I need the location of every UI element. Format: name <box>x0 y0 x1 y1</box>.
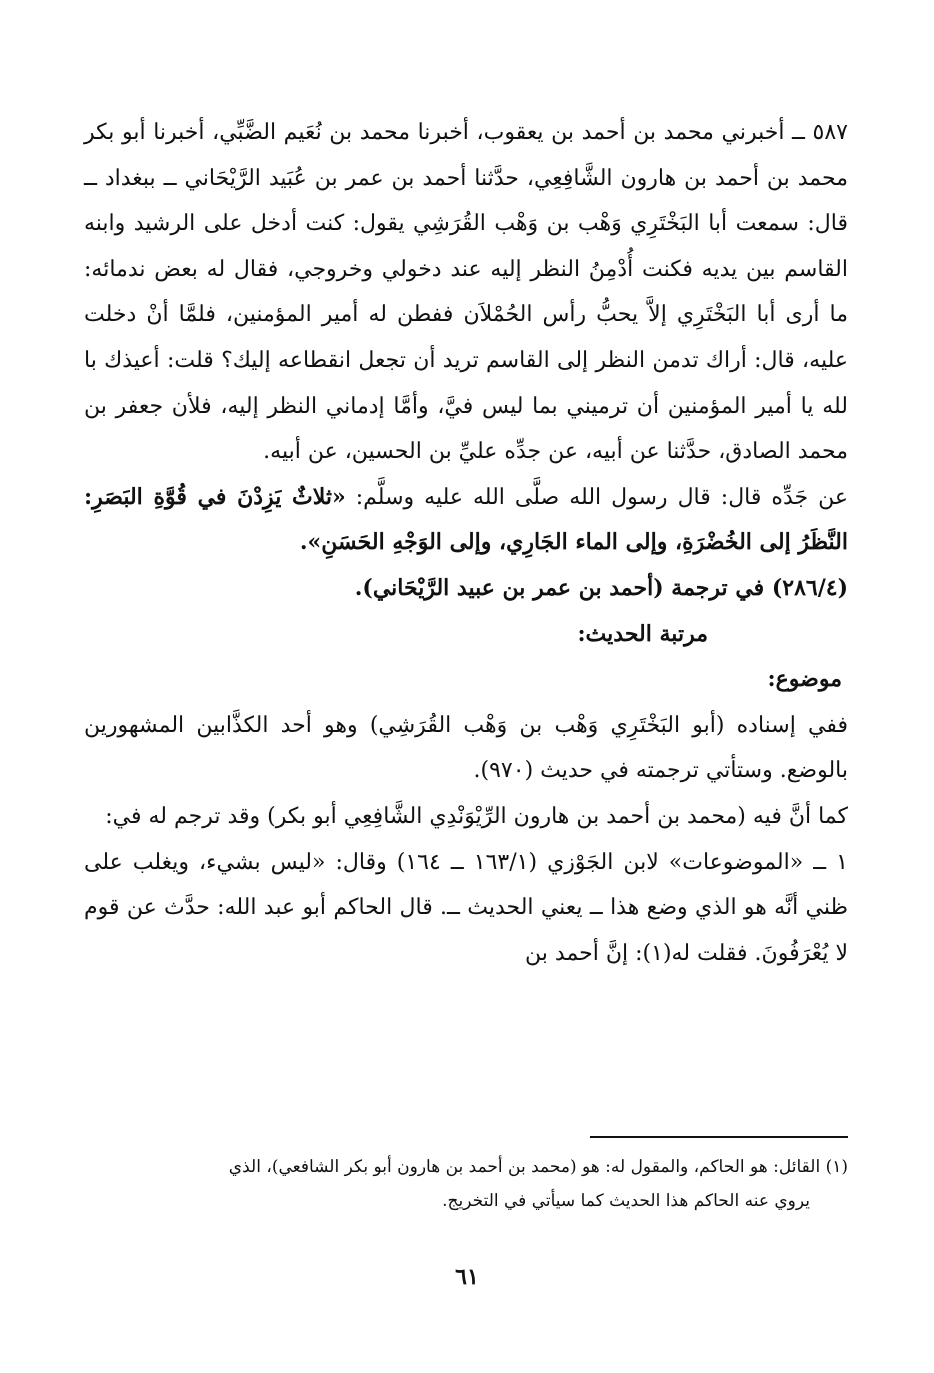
grade-paragraph-1: ففي إسناده (أبو البَخْتَرِي وَهْب بن وَهْب القُرَشِي) وهو أحد الكذَّابين المشهورين بالوضع. وستأتي ترجمته في حديث (٩٧٠). <box>84 712 848 784</box>
footnote-divider <box>590 1136 848 1138</box>
footnote-line-2: يروي عنه الحاكم هذا الحديث كما سيأتي في التخريج. <box>442 1191 810 1211</box>
hadith-text: «ثلاثٌ يَزِدْنَ في قُوَّةِ البَصَرِ: النَّظَرُ إلى الخُضْرَةِ، وإلى الماء الجَارِي، وإلى الوَجْهِ الحَسَنِ». <box>84 483 848 556</box>
footnote <box>84 1150 848 1218</box>
source-reference: (٢٨٦/٤) في ترجمة (أحمد بن عمر بن عبيد الرَّيْحَاني). <box>354 574 848 601</box>
section-heading: مرتبة الحديث: <box>577 620 708 647</box>
hadith-intro: عن جَدِّه قال: قال رسول الله صلَّى الله عليه وسلَّم: <box>345 484 848 510</box>
footnote-line-1: (١) القائل: هو الحاكم، والمقول له: هو (محمد بن أحمد بن هارون أبو بكر الشافعي)، الذي <box>228 1157 848 1177</box>
hadith-paragraph <box>84 475 848 566</box>
main-text <box>84 110 848 976</box>
grade-subheading: موضوع: <box>767 666 842 693</box>
grade-paragraph-3: ١ ــ «الموضوعات» لابن الجَوْزي (١٦٣/١ ــ ١٦٤) وقال: «ليس بشيء، ويغلب على ظني أنَّه هو الذي وضع هذا ــ يعني الحديث ــ. قال الحاكم أبو عبد الله: حدَّث عن قوم لا يُعْرَفُونَ. فقلت له(١): إنَّ أحمد بن <box>84 849 848 966</box>
grade-paragraph-2: كما أنَّ فيه (محمد بن أحمد بن هارون الرِّيْوَنْدِي الشَّافِعِي أبو بكر) وقد ترجم له في: <box>105 803 848 829</box>
narration-paragraph: ٥٨٧ ــ أخبرني محمد بن أحمد بن يعقوب، أخبرنا محمد بن نُعَيم الضَّبِّي، أخبرنا أبو بكر محمد بن أحمد بن هارون الشَّافِعِي، حدَّثنا أحمد بن عمر بن عُبَيد الرَّيْحَاني ــ ببغداد ــ قال: سمعت أبا البَخْتَرِي وَهْب بن وَهْب القُرَشِي يقول: كنت أدخل على الرشيد وابنه القاسم بين يديه فكنت أُدْمِنُ النظر إليه عند دخولي وخروجي، فقال له بعض ندمائه: ما أرى أبا البَخْتَرِي إلاَّ يحبُّ رأس الحُمْلاَن ففطن له أمير المؤمنين، فلمَّا أنْ دخلت عليه، قال: أراك تدمن النظر إلى القاسم تريد أن تجعل انقطاعه إليك؟ قلت: أعيذك با لله يا أمير المؤمنين أن ترميني بما ليس فيَّ، وأمَّا إدماني النظر إليه، فلأن جعفر بن محمد الصادق، حدَّثنا عن أبيه، عن جدِّه عليِّ بن الحسين، عن أبيه. <box>84 120 848 465</box>
page-number: ٦١ <box>455 1264 479 1290</box>
